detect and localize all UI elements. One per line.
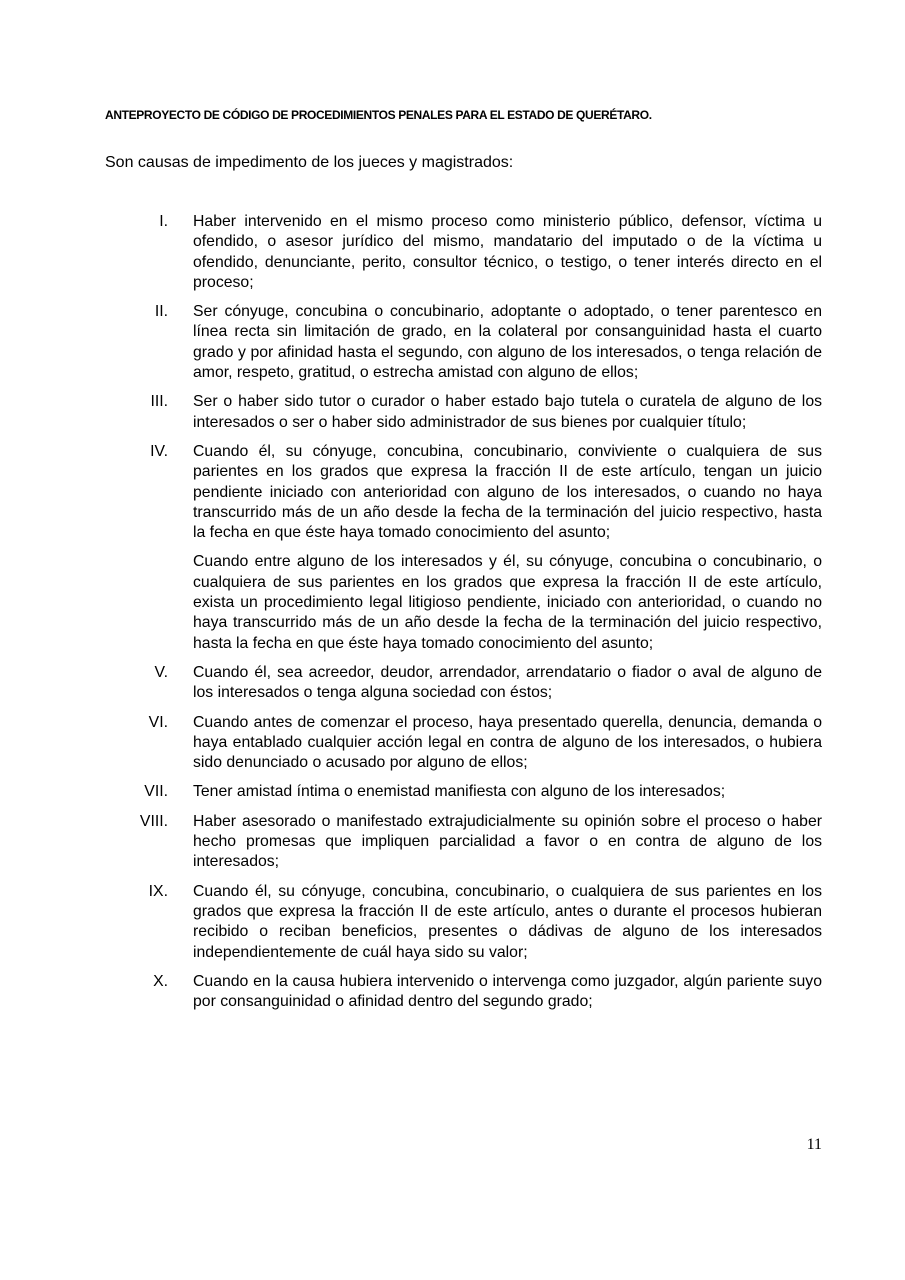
item-paragraph: Ser o haber sido tutor o curador o haber estado bajo tutela o curatela de alguno de los interesados o ser o haber sido administrador de sus bienes por cualquier título; bbox=[193, 393, 822, 431]
item-numeral: II. bbox=[154, 303, 168, 321]
item-body bbox=[193, 713, 822, 774]
document-header: ANTEPROYECTO DE CÓDIGO DE PROCEDIMIENTOS PENALES PARA EL ESTADO DE QUERÉTARO. bbox=[105, 108, 652, 122]
item-paragraph: Cuando él, sea acreedor, deudor, arrendador, arrendatario o fiador o aval de alguno de los interesados o tenga alguna sociedad con éstos; bbox=[193, 663, 822, 702]
item-numeral: IV. bbox=[150, 442, 168, 460]
item-body bbox=[193, 302, 822, 383]
item-body bbox=[193, 882, 822, 963]
item-paragraph: Haber intervenido en el mismo proceso como ministerio público, defensor, víctima u ofendido, o asesor jurídico del mismo, mandatario del imputado o de la víctima u ofendido, denunciante, perito, consultor técnico, o testigo, o tener interés directo en el proceso; bbox=[193, 213, 822, 291]
item-numeral: III. bbox=[150, 393, 168, 411]
item-body bbox=[193, 972, 822, 1013]
item-paragraph: Cuando él, su cónyuge, concubina, concubinario, o cualquiera de sus parientes en los grados que expresa la fracción II de este artículo, antes o durante el procesos hubieran recibido o reciban beneficios, presentes o dádivas de alguno de los interesados independientemente de cuál haya sido su valor; bbox=[193, 882, 822, 961]
page-number: 11 bbox=[806, 1136, 822, 1153]
list-item bbox=[105, 972, 823, 1013]
list-item bbox=[105, 812, 823, 873]
item-paragraph-continuation: Cuando entre alguno de los interesados y él, su cónyuge, concubina o concubinario, o cualquiera de sus parientes en los grados que expresa la fracción II de este artículo, exista un procedimiento legal litigioso pendiente, iniciado con anterioridad, o cuando no haya transcurrido más de un año desde la fecha de la terminación del juicio respectivo, hasta la fecha en que éste haya tomado conocimiento del asunto; bbox=[193, 553, 822, 652]
list-item bbox=[105, 663, 823, 704]
item-numeral: I. bbox=[159, 213, 168, 230]
item-paragraph: Ser cónyuge, concubina o concubinario, adoptante o adoptado, o tener parentesco en línea recta sin limitación de grado, en la colateral por consanguinidad hasta el cuarto grado y por afinidad hasta el segundo, con alguno de los interesados, o tenga relación de amor, respeto, gratitud, o estrecha amistad con alguno de ellos; bbox=[193, 303, 822, 382]
item-paragraph: Cuando él, su cónyuge, concubina, concubinario, conviviente o cualquiera de sus parientes en los grados que expresa la fracción II de este artículo, tengan un juicio pendiente iniciado con anterioridad con alguno de los interesados, o cuando no haya transcurrido más de un año desde la fecha de la terminación del juicio respectivo, hasta la fecha en que éste haya tomado conocimiento del asunto; bbox=[193, 442, 822, 542]
item-paragraph: Tener amistad íntima o enemistad manifiesta con alguno de los interesados; bbox=[193, 783, 726, 801]
item-numeral: X. bbox=[153, 972, 168, 990]
item-body bbox=[193, 812, 822, 873]
item-body bbox=[193, 392, 822, 433]
item-numeral: VIII. bbox=[139, 812, 168, 830]
item-body bbox=[193, 782, 822, 802]
item-numeral: VII. bbox=[144, 783, 168, 801]
list-item bbox=[105, 392, 823, 433]
item-body bbox=[193, 212, 822, 293]
item-numeral: IX. bbox=[148, 882, 168, 900]
list-item bbox=[105, 302, 823, 383]
item-paragraph: Cuando antes de comenzar el proceso, haya presentado querella, denuncia, demanda o haya entablado cualquier acción legal en contra de alguno de los interesados, o hubiera sido denunciado o acusado por alguno de ellos; bbox=[193, 713, 822, 772]
impediments-list bbox=[105, 212, 823, 1021]
item-paragraph: Cuando en la causa hubiera intervenido o intervenga como juzgador, algún pariente suyo por consanguinidad o afinidad dentro del segundo grado; bbox=[193, 972, 822, 1011]
item-numeral: VI. bbox=[148, 713, 168, 731]
item-body bbox=[193, 663, 822, 704]
item-body bbox=[193, 442, 822, 654]
list-item bbox=[105, 782, 823, 802]
intro-paragraph: Son causas de impedimento de los jueces y magistrados: bbox=[105, 154, 514, 171]
list-item bbox=[105, 882, 823, 963]
list-item bbox=[105, 713, 823, 774]
item-paragraph: Haber asesorado o manifestado extrajudicialmente su opinión sobre el proceso o haber hecho promesas que impliquen parcialidad a favor o en contra de alguno de los interesados; bbox=[193, 812, 822, 871]
list-item bbox=[105, 212, 823, 293]
item-numeral: V. bbox=[154, 663, 168, 681]
list-item bbox=[105, 442, 823, 654]
